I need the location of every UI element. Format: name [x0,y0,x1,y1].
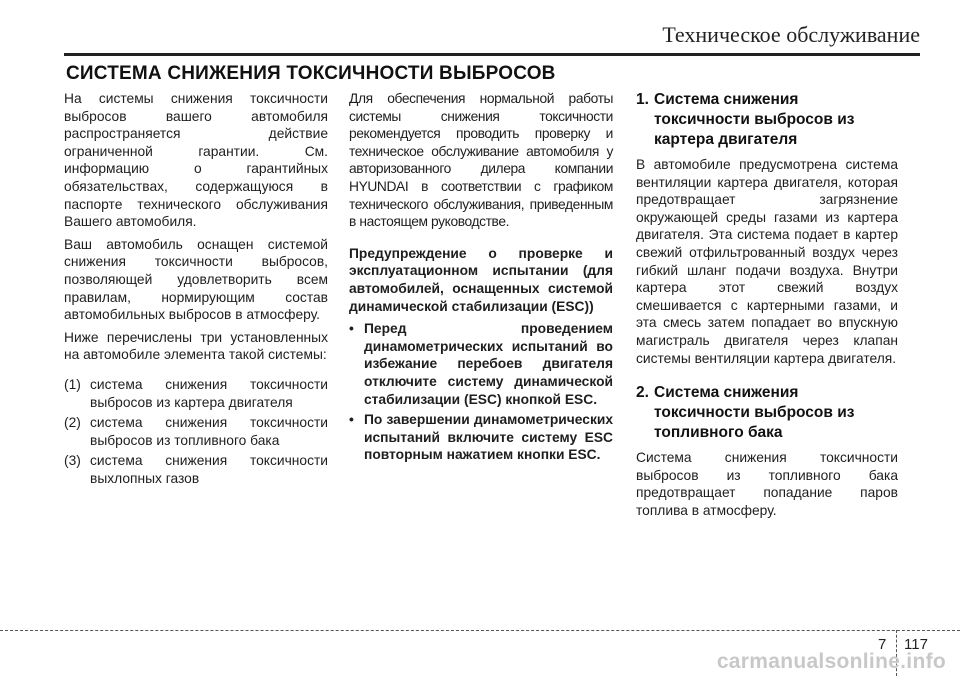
bullet-dot: • [349,321,354,337]
paragraph: Ниже перечислены три установленных на автомобиле элемента такой системы: [64,329,328,363]
page-number: 117 [904,636,928,653]
subsection-heading-text: Система снижения токсичности выбросов из топливного бака [654,384,855,442]
watermark: carmanualsonline.info [716,650,946,673]
bullet-dot: • [349,412,354,428]
list-item-number: (3) [64,453,81,469]
column-3 [636,90,898,536]
list-item [64,376,328,411]
warning-block [349,245,613,464]
systems-list [64,376,328,488]
column-1 [64,90,328,490]
subsection-heading-text: Система снижения токсичности выбросов из картера двигателя [654,91,855,148]
list-item-text: система снижения токсичности выхлопных газов [90,453,328,486]
subsection-number: 1. [636,91,649,108]
bullet-text: Перед проведением динамометрических испытаний во избежание перебоев двигателя отключите систему динамической стабилизации (ESC) кнопкой ESC. [364,321,613,407]
paragraph: На системы снижения токсичности выбросов вашего автомобиля распространяется действие ограниченной гарантии. См. информацию о гарантийных обязательствах, содержащуюся в паспорте технического обслуживания Вашего автомобиля. [64,91,328,230]
header-rule [64,53,920,56]
subsection-heading [636,90,898,150]
list-item-number: (2) [64,415,81,431]
section-title: СИСТЕМА СНИЖЕНИЯ ТОКСИЧНОСТИ ВЫБРОСОВ [66,63,556,84]
subsection-heading [636,383,898,443]
column-2 [349,90,613,467]
bullet-item [349,320,613,408]
list-item-number: (1) [64,376,81,392]
paragraph: Ваш автомобиль оснащен системой снижения токсичности выбросов, позволяющей удовлетворить всем правилам, нормирующим состав автомобильных выбросов в атмосферу. [64,236,328,323]
warning-title: Предупреждение о проверке и эксплуатационном испытании (для автомобилей, оснащенных системой динамической стабилизации (ESC)) [349,245,613,314]
list-item [64,452,328,487]
chapter-number: 7 [878,636,887,653]
footer-rule [0,630,960,631]
paragraph: Система снижения токсичности выбросов из топливного бака предотвращает попадание паров топлива в атмосферу. [636,450,898,518]
warning-bullets [349,320,613,464]
bullet-item [349,411,613,464]
list-item [64,414,328,449]
subsection-number: 2. [636,384,649,402]
list-item-text: система снижения токсичности выбросов из топливного бака [90,415,328,448]
bullet-text: По завершении динамометрических испытаний включите систему ESC повторным нажатием кнопки ESC. [364,412,613,463]
paragraph: Для обеспечения нормальной работы системы снижения токсичности рекомендуется проводить проверку и техническое обслуживание автомобиля у авторизованного дилера компании HYUNDAI в соответствии с графиком технического обслуживания, приведенным в настоящем руководстве. [349,91,613,230]
paragraph: В автомобиле предусмотрена система вентиляции картера двигателя, которая предотвращает загрязнение окружающей среды газами из картера двигателя. Эта система подает в картер свежий отфильтрованный воздух через гибкий шланг подачи воздуха. Внутри картера этот свежий воздух смешивается с картерными газами, и эта смесь затем попадает во впускную магистраль двигателя через клапан системы вентиляции картера двигателя. [636,157,898,366]
header-title: Техническое обслуживание [662,22,920,47]
list-item-text: система снижения токсичности выбросов из картера двигателя [90,376,328,410]
